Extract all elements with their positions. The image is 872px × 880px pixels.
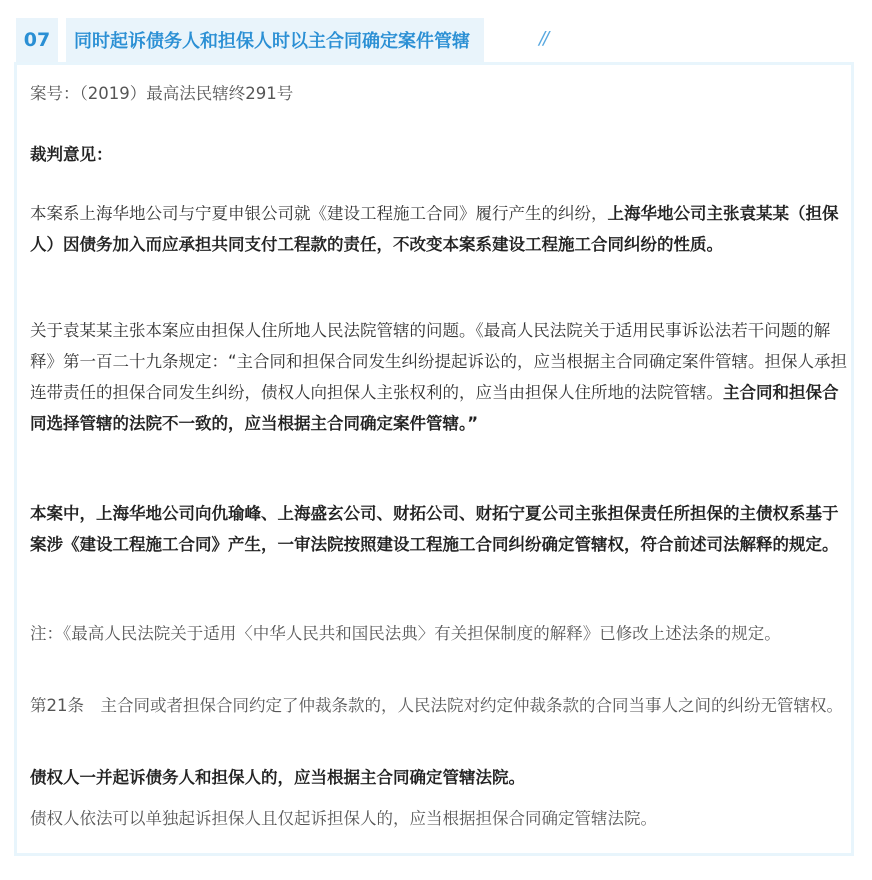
para1-bold: 上海华地公司主张袁某某（担保人）因债务加入而应承担共同支付工程款的责任，不改变本案系建设工程施工合同纠纷的性质。 bbox=[30, 204, 839, 254]
para1-normal: 本案系上海华地公司与宁夏申银公司就《建设工程施工合同》履行产生的纠纷， bbox=[30, 204, 608, 223]
opinion-label: 裁判意见： bbox=[30, 145, 113, 164]
rule-bold: 债权人一并起诉债务人和担保人的，应当根据主合同确定管辖法院。 bbox=[30, 768, 525, 787]
content-box bbox=[14, 62, 854, 856]
section-title: 同时起诉债务人和担保人时以主合同确定案件管辖 bbox=[66, 18, 484, 62]
para2-bold: 主合同和担保合同选择管辖的法院不一致的，应当根据主合同确定案件管辖。” bbox=[30, 383, 839, 433]
article-21: 第21条 主合同或者担保合同约定了仲裁条款的，人民法院对约定仲裁条款的合同当事人之间的纠纷无管辖权。 bbox=[30, 696, 843, 715]
paragraph-2 bbox=[30, 315, 850, 439]
note: 注：《最高人民法院关于适用〈中华人民共和国民法典〉有关担保制度的解释》已修改上述法条的规定。 bbox=[30, 624, 781, 643]
section-number: 07 bbox=[16, 18, 58, 62]
section-header bbox=[16, 18, 856, 62]
paragraph-3: 本案中，上海华地公司向仇瑜峰、上海盛玄公司、财拓公司、财拓宁夏公司主张担保责任所担保的主债权系基于案涉《建设工程施工合同》产生，一审法院按照建设工程施工合同纠纷确定管辖权，符合前述司法解释的规定。 bbox=[30, 504, 839, 554]
para2-normal: 关于袁某某主张本案应由担保人住所地人民法院管辖的问题。《最高人民法院关于适用民事诉讼法若干问题的解释》第一百二十九条规定：“主合同和担保合同发生纠纷提起诉讼的，应当根据主合同确定案件管辖。担保人承担连带责任的担保合同发生纠纷，债权人向担保人主张权利的，应当由担保人住所地的法院管辖。 bbox=[30, 321, 848, 402]
decorative-slashes: // bbox=[539, 28, 548, 49]
paragraph-1 bbox=[30, 198, 850, 260]
case-number: 案号：（2019）最高法民辖终291号 bbox=[30, 84, 294, 103]
rule-normal: 债权人依法可以单独起诉担保人且仅起诉担保人的，应当根据担保合同确定管辖法院。 bbox=[30, 809, 657, 828]
